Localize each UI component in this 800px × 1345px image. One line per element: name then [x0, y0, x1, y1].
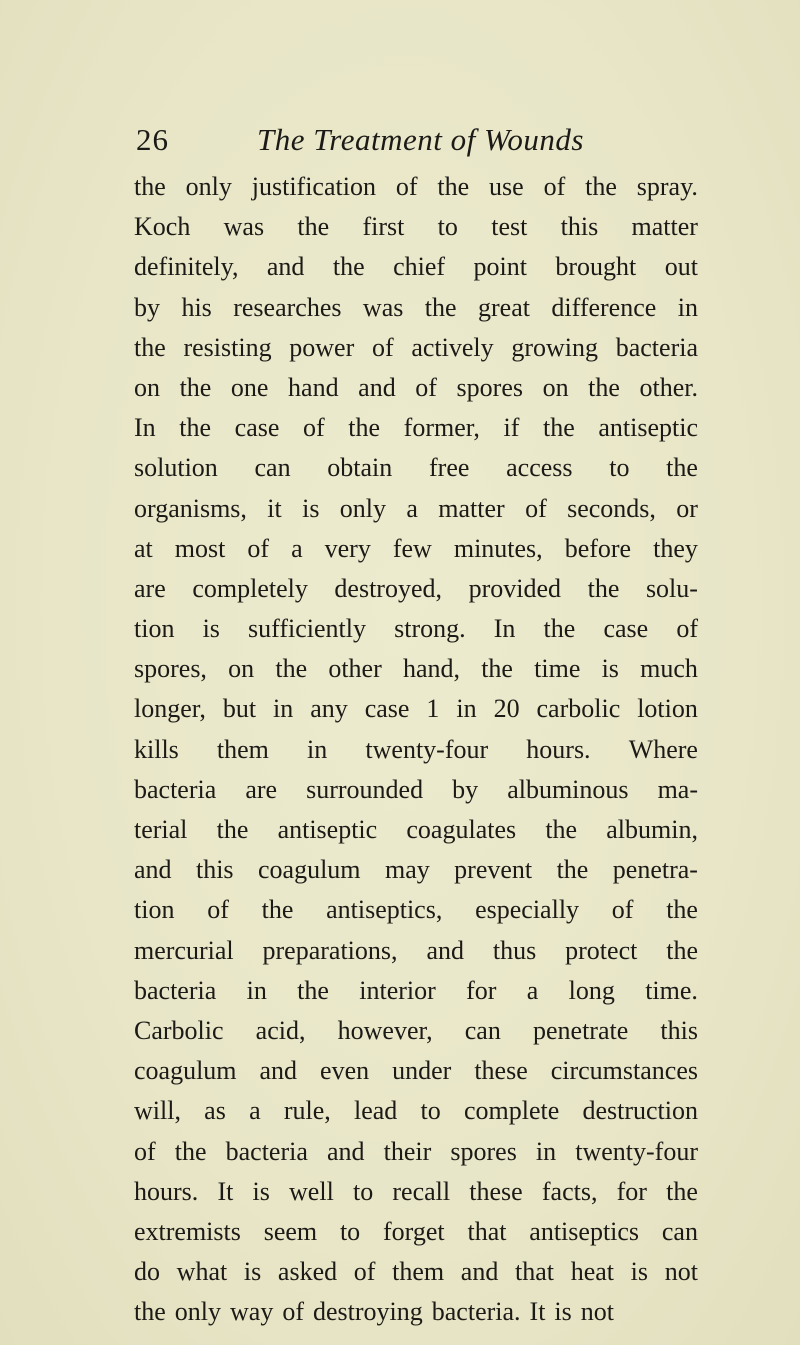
- text-line: are completely destroyed, provided the solu-: [134, 573, 698, 603]
- text-line: organisms, it is only a matter of seconds, or: [134, 493, 698, 523]
- text-line: will, as a rule, lead to complete destruction: [134, 1096, 698, 1126]
- text-line: tion of the antiseptics, especially of the: [134, 895, 698, 925]
- text-line: on the one hand and of spores on the other.: [134, 372, 698, 402]
- text-line: coagulum and even under these circumstances: [134, 1056, 698, 1086]
- text-line: Koch was the first to test this matter: [134, 212, 698, 242]
- text-line: the only justification of the use of the spray.: [134, 172, 698, 201]
- text-line: solution can obtain free access to the: [134, 453, 698, 483]
- text-line: the only way of destroying bacteria. It is not: [134, 1297, 614, 1327]
- text-line: hours. It is well to recall these facts, for the: [134, 1176, 698, 1206]
- text-line: Carbolic acid, however, can penetrate this: [134, 1015, 698, 1045]
- text-line: extremists seem to forget that antiseptics can: [134, 1216, 698, 1246]
- body-text: [134, 167, 698, 1332]
- text-line: spores, on the other hand, the time is much: [134, 654, 698, 684]
- text-line: tion is sufficiently strong. In the case of: [134, 614, 698, 644]
- text-line: In the case of the former, if the antiseptic: [134, 413, 698, 443]
- text-line: the resisting power of actively growing bacteria: [134, 332, 698, 362]
- text-line: kills them in twenty-four hours. Where: [134, 734, 698, 764]
- text-line: longer, but in any case 1 in 20 carbolic lotion: [134, 694, 698, 724]
- text-line: terial the antiseptic coagulates the albumin,: [134, 815, 698, 844]
- text-line: do what is asked of them and that heat is not: [134, 1257, 698, 1287]
- text-line: at most of a very few minutes, before they: [134, 533, 698, 563]
- text-line: of the bacteria and their spores in twenty-four: [134, 1136, 698, 1166]
- text-line: mercurial preparations, and thus protect the: [134, 935, 698, 965]
- running-title: The Treatment of Wounds: [257, 122, 584, 157]
- page-number: 26: [136, 122, 169, 157]
- text-line: and this coagulum may prevent the penetra-: [134, 855, 698, 885]
- page-header: [0, 122, 800, 162]
- text-line: definitely, and the chief point brought out: [134, 252, 698, 282]
- text-line: by his researches was the great difference in: [134, 292, 698, 322]
- text-line: bacteria in the interior for a long time.: [134, 975, 698, 1005]
- text-line: bacteria are surrounded by albuminous ma-: [134, 774, 698, 804]
